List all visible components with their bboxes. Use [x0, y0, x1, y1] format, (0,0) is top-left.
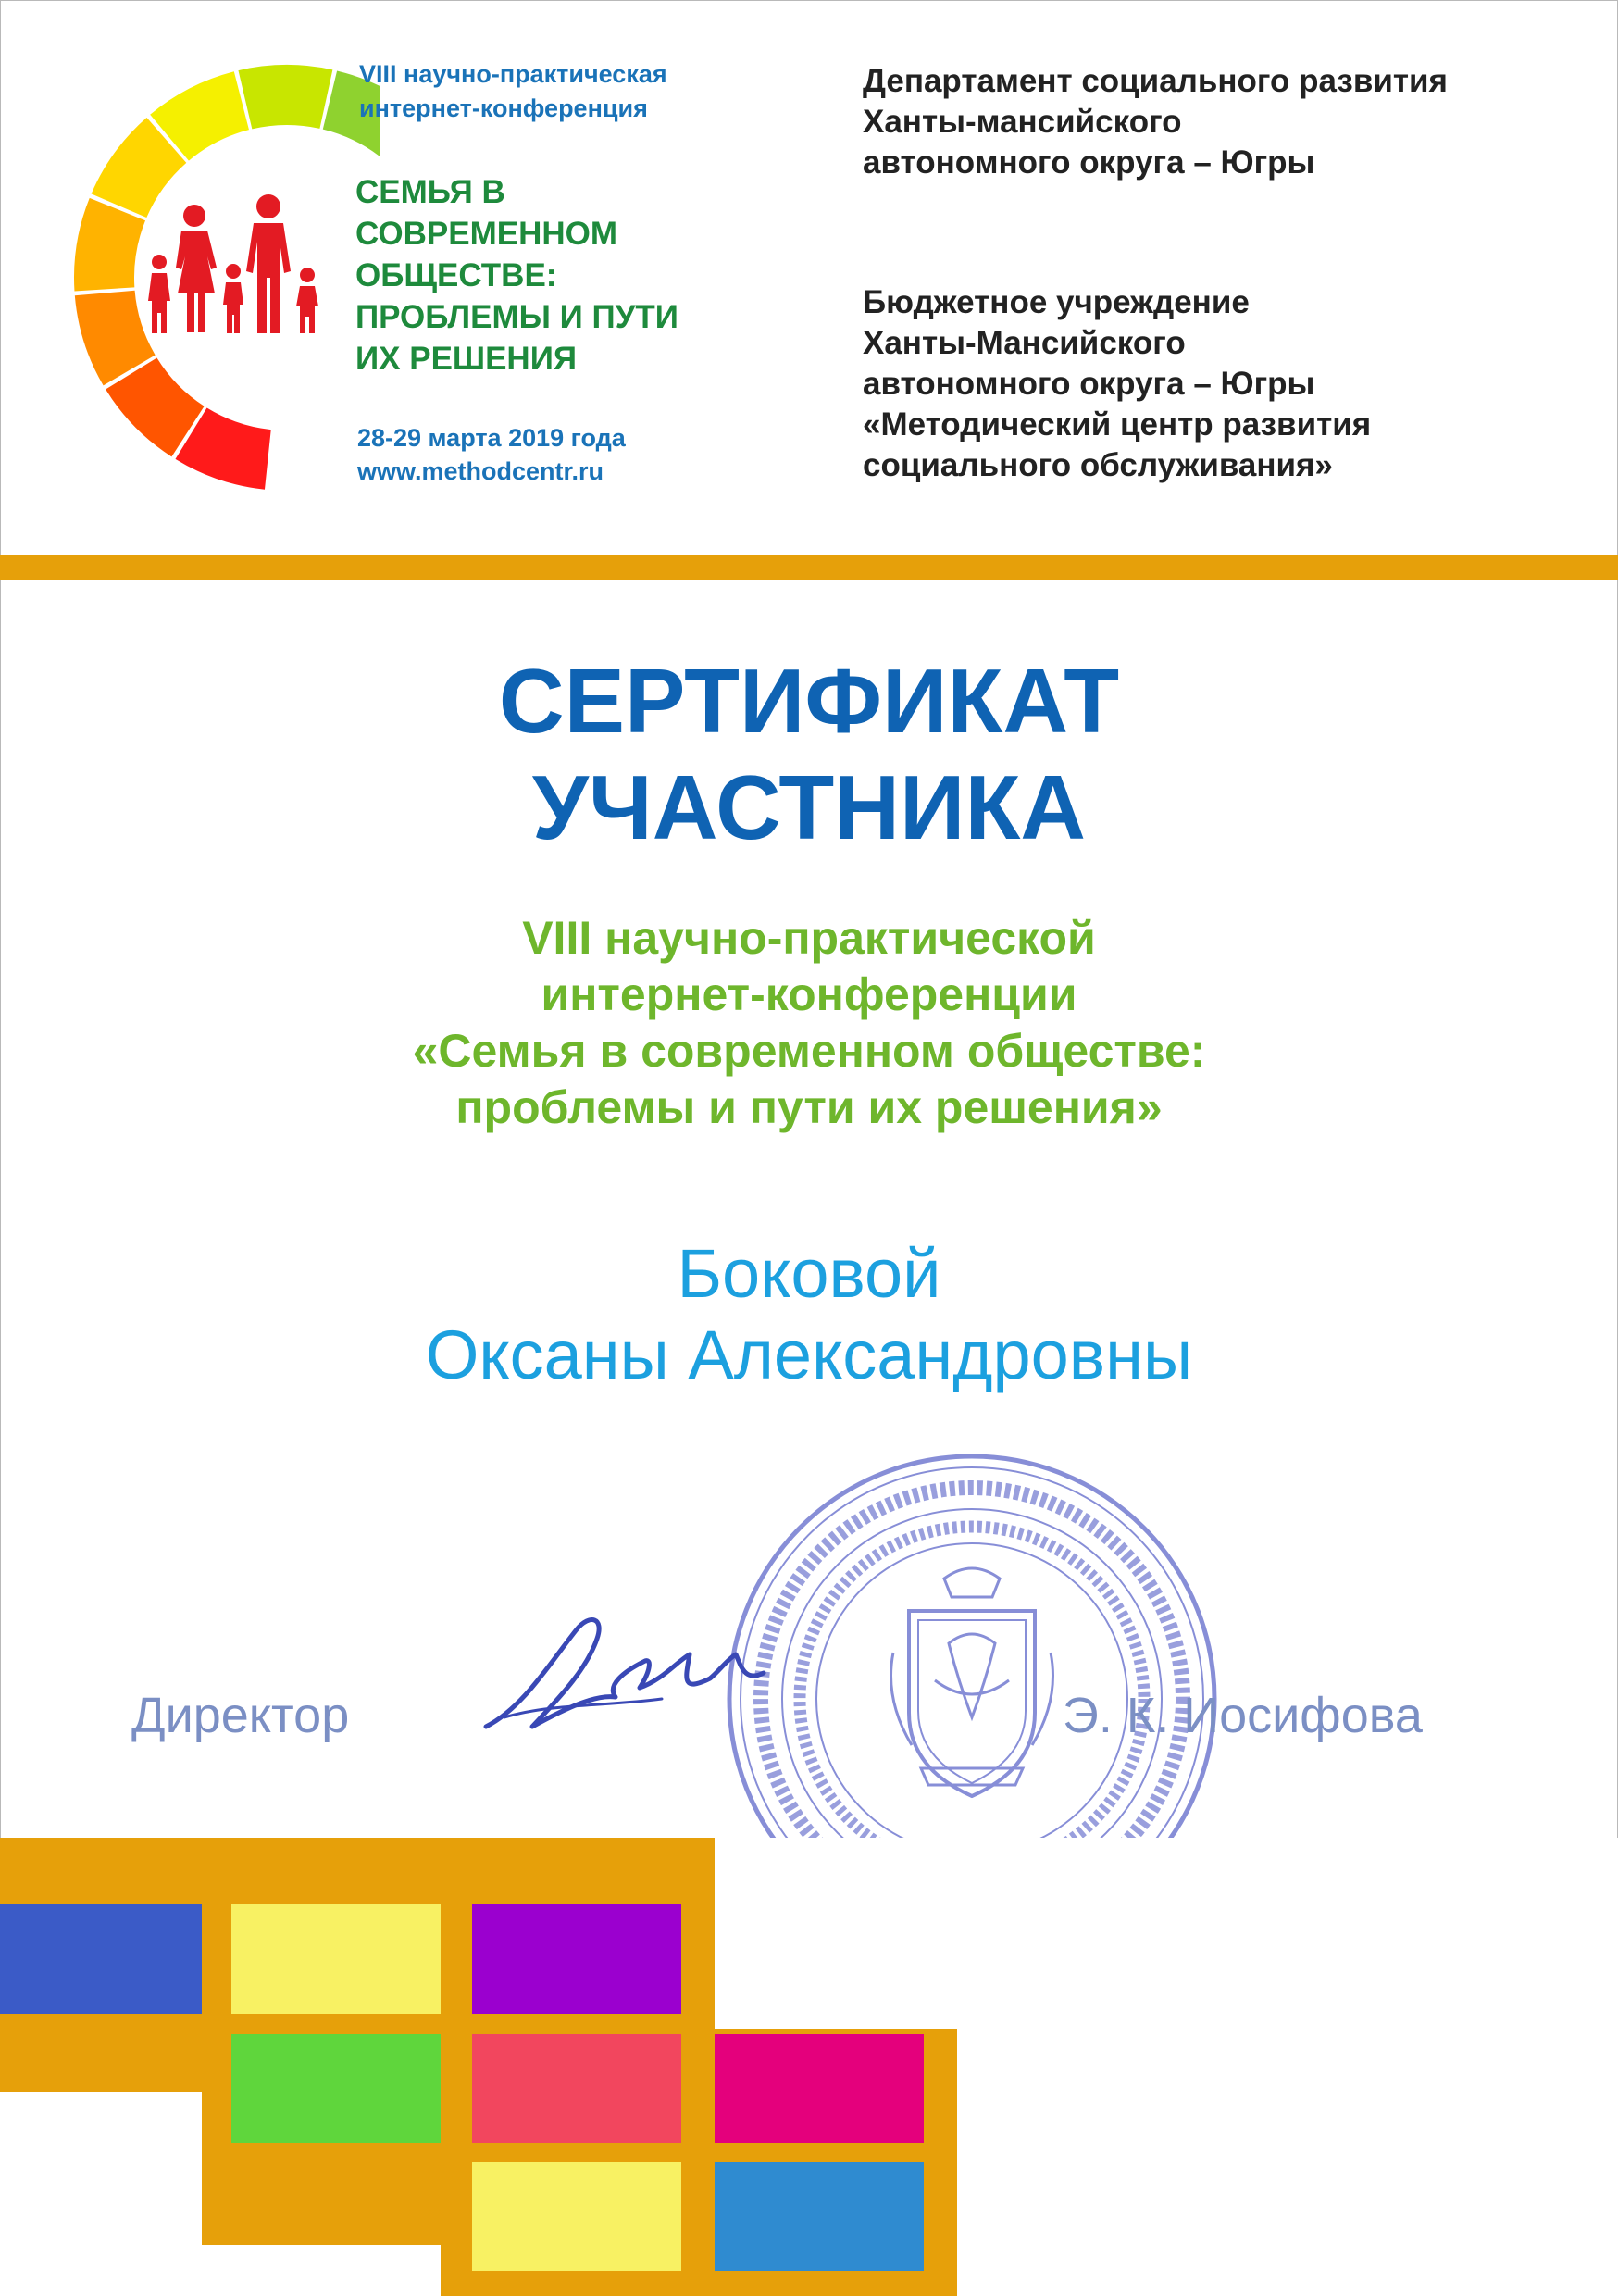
conference-title-line: СЕМЬЯ В	[355, 174, 505, 210]
organizer-line: Бюджетное учреждение	[863, 284, 1250, 320]
conference-full-name	[0, 910, 1618, 1136]
director-signature	[467, 1597, 773, 1754]
tile-green	[231, 2034, 441, 2143]
certificate-title-line: УЧАСТНИКА	[531, 756, 1087, 858]
organizer-line: «Методический центр развития	[863, 406, 1372, 443]
header-divider-bar	[0, 555, 1618, 580]
conference-date-block	[357, 421, 746, 488]
organizer-department	[863, 61, 1594, 183]
organizer-line: автономного округа – Югры	[863, 144, 1315, 181]
conference-title-line: ОБЩЕСТВЕ:	[355, 257, 557, 293]
conference-full-line: «Семья в современном обществе:	[412, 1025, 1206, 1077]
certificate-title-line: СЕРТИФИКАТ	[498, 650, 1120, 752]
tile-yellow	[472, 2162, 681, 2271]
conference-title-line: СОВРЕМЕННОМ	[355, 216, 618, 252]
conference-short-line: интернет-конференция	[359, 94, 648, 122]
conference-title-line: ПРОБЛЕМЫ И ПУТИ	[355, 299, 678, 335]
conference-title-line: ИХ РЕШЕНИЯ	[355, 341, 578, 377]
signatory-role: Директор	[131, 1688, 350, 1743]
tile-magenta	[715, 2034, 924, 2143]
family-icon	[139, 190, 324, 338]
tile-cutout	[0, 2092, 202, 2296]
tile-cutout	[715, 1838, 957, 2029]
organizer-line: автономного округа – Югры	[863, 366, 1315, 402]
tile-cutout	[957, 1838, 1618, 2296]
conference-site: www.methodcentr.ru	[357, 457, 604, 485]
recipient-name	[0, 1233, 1618, 1396]
conference-date: 28-29 марта 2019 года	[357, 424, 626, 452]
decorative-tile-grid	[0, 1838, 1618, 2296]
conference-full-line: проблемы и пути их решения»	[455, 1081, 1163, 1133]
certificate-title	[0, 648, 1618, 861]
tile-cutout	[202, 2245, 441, 2296]
conference-full-line: VIII научно-практической	[522, 912, 1096, 964]
tile-purple	[472, 1904, 681, 2014]
tile-yellow	[231, 1904, 441, 2014]
organizer-line: социального обслуживания»	[863, 447, 1333, 483]
signatory-name: Э. К. Иосифова	[1063, 1688, 1423, 1743]
organizer-institution	[863, 282, 1594, 486]
tile-sky-blue	[715, 2162, 924, 2271]
organizer-line: Департамент социального развития	[863, 63, 1448, 99]
conference-short-name	[359, 57, 729, 126]
ring-segment	[238, 65, 332, 129]
conference-logo-title	[355, 171, 744, 380]
conference-short-line: VIII научно-практическая	[359, 60, 667, 88]
recipient-surname: Боковой	[677, 1235, 941, 1312]
organizer-line: Ханты-Мансийского	[863, 325, 1186, 361]
conference-full-line: интернет-конференции	[541, 968, 1077, 1020]
organizer-line: Ханты-мансийского	[863, 104, 1182, 140]
tile-blue	[0, 1904, 202, 2014]
tile-coral	[472, 2034, 681, 2143]
recipient-given-names: Оксаны Александровны	[425, 1316, 1193, 1393]
